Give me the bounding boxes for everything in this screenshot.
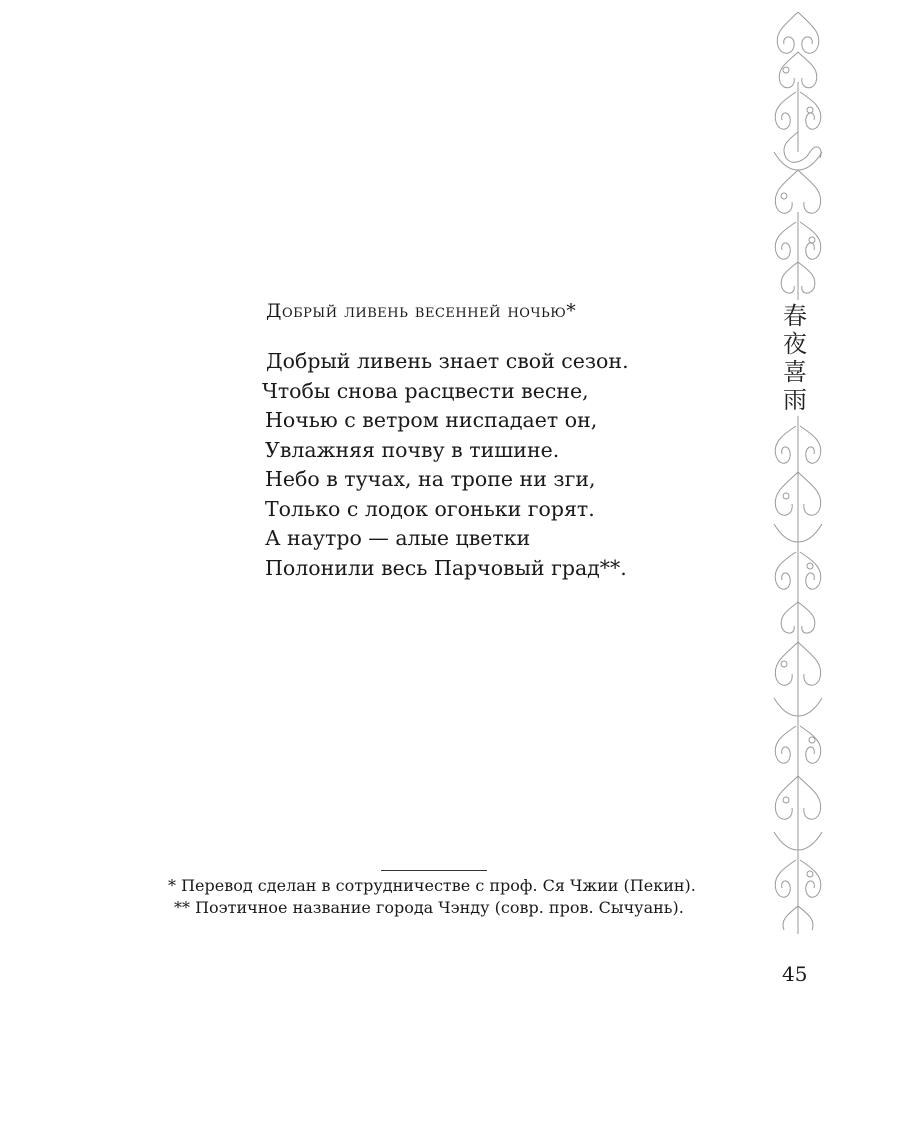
poem-line: Увлажняя почву в тишине. [265, 437, 560, 462]
poem-line: Чтобы снова расцвести весне, [262, 378, 589, 403]
poem-title: Добрый ливень весенней ночью* [266, 300, 577, 322]
floral-border-bottom-icon [766, 416, 830, 934]
cjk-char: 春 [783, 302, 807, 330]
footnotes [168, 875, 696, 919]
cjk-char: 夜 [783, 330, 807, 358]
poem-line: Ночью с ветром ниспадает он, [265, 408, 598, 432]
poem-line: Полонили весь Парчовый град**. [265, 555, 627, 580]
footnote: ** Поэтичное название города Чэнду (совр. пров. Сычуань). [174, 898, 684, 917]
poem-line: Небо в тучах, на тропе ни зги, [265, 467, 596, 491]
footnote: * Перевод сделан в сотрудничестве с проф. Ся Чжии (Пекин). [168, 876, 696, 895]
vertical-chinese-title [778, 302, 812, 414]
cjk-char: 雨 [783, 386, 807, 414]
floral-border-top-icon [766, 12, 830, 300]
cjk-char: 喜 [783, 358, 807, 386]
page-number: 45 [782, 962, 808, 986]
poem-body [262, 347, 629, 583]
footnote-divider [381, 870, 487, 871]
poem-line: А наутро — алые цветки [265, 526, 531, 550]
poem-line: Добрый ливень знает свой сезон. [266, 349, 629, 373]
poem-line: Только с лодок огоньки горят. [265, 496, 595, 521]
